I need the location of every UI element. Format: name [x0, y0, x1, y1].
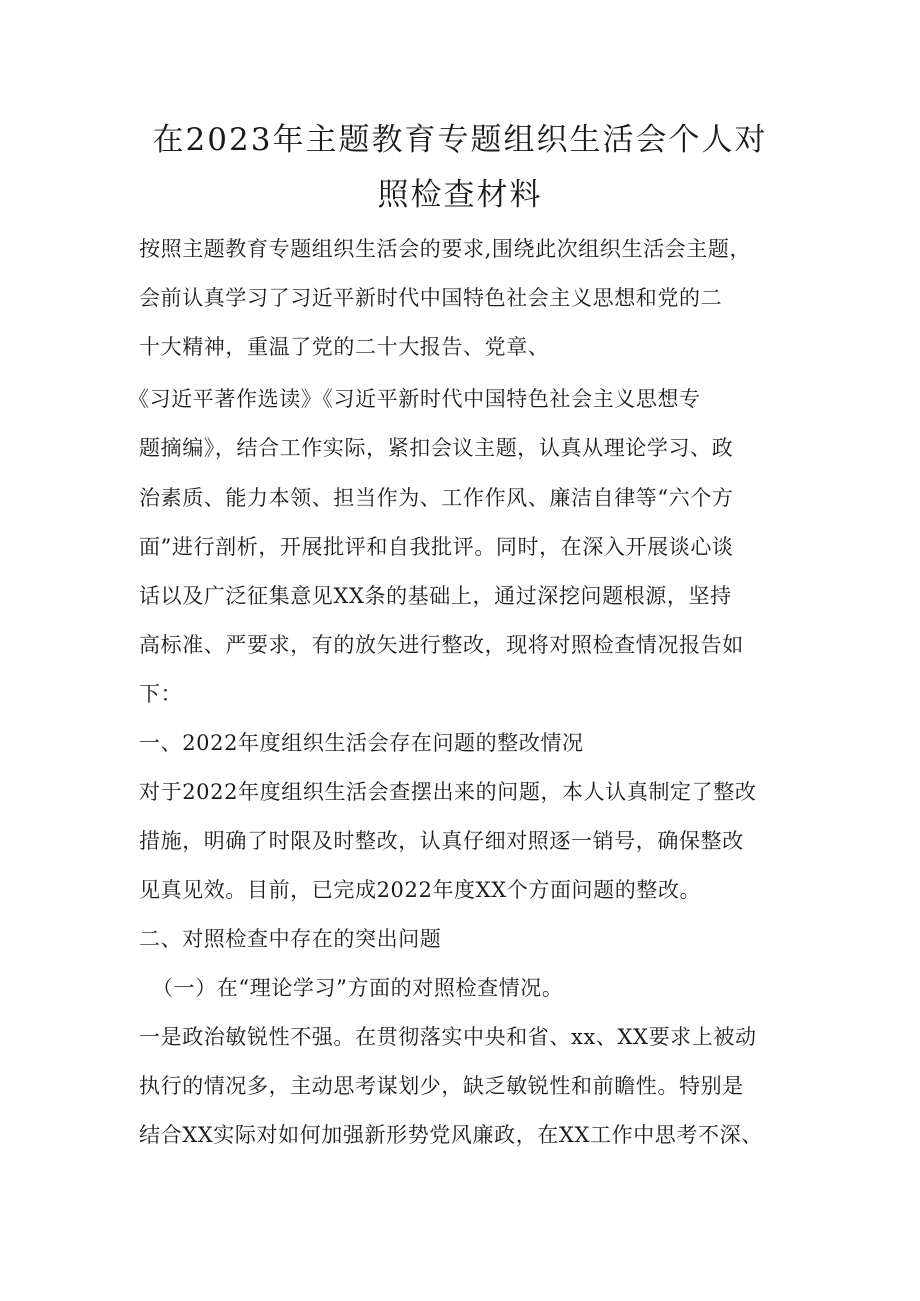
- paragraph-line: 一是政治敏锐性不强。在贯彻落实中央和省、xx、XX要求上被动: [139, 1025, 757, 1049]
- paragraph-line: 见真见效。目前，已完成2022年度XX个方面问题的整改。: [139, 878, 702, 902]
- paragraph-line: 话以及广泛征集意见XX条的基础上，通过深挖问题根源，坚持: [139, 584, 732, 608]
- document-title-line-2: 照检查材料: [377, 177, 543, 213]
- paragraph-line: 十大精神，重温了党的二十大报告、党章、: [139, 335, 550, 359]
- paragraph-line: 面”进行剖析，开展批评和自我批评。同时，在深入开展谈心谈: [139, 535, 734, 559]
- paragraph-line: 下：: [139, 682, 183, 706]
- paragraph-line: 会前认真学习了习近平新时代中国特色社会主义思想和党的二: [139, 286, 723, 310]
- paragraph-line: 执行的情况多，主动思考谋划少，缺乏敏锐性和前瞻性。特别是: [139, 1074, 744, 1098]
- paragraph-line: 治素质、能力本领、担当作为、工作作风、廉洁自律等“六个方: [139, 486, 734, 510]
- paragraph-line: 对于2022年度组织生活会查摆出来的问题，本人认真制定了整改: [139, 780, 757, 804]
- paragraph-line: 措施，明确了时限及时整改，认真仔细对照逐一销号，确保整改: [139, 829, 744, 853]
- paragraph-line: 结合XX实际对如何加强新形势党风廉政，在XX工作中思考不深、: [139, 1123, 763, 1147]
- paragraph-line: 高标准、严要求，有的放矢进行整改，现将对照检查情况报告如: [139, 633, 744, 657]
- section-heading-1: 一、2022年度组织生活会存在问题的整改情况: [139, 731, 584, 755]
- paragraph-line: 按照主题教育专题组织生活会的要求,围绕此次组织生活会主题，: [139, 237, 752, 261]
- paragraph-line: 题摘编》，结合工作实际，紧扣会议主题，认真从理论学习、政: [139, 436, 734, 460]
- section-heading-2: 二、对照检查中存在的突出问题: [139, 927, 442, 951]
- paragraph-line: 《习近平著作选读》《习近平新时代中国特色社会主义思想专: [128, 387, 701, 411]
- subsection-heading: （一）在“理论学习”方面的对照检查情况。: [152, 976, 564, 1000]
- document-title-line-1: 在2023年主题教育专题组织生活会个人对: [152, 122, 768, 158]
